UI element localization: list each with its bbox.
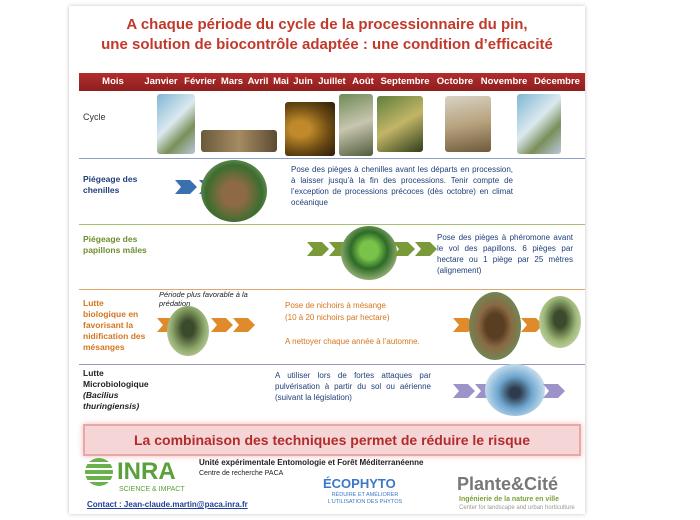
poster-title-line2: une solution de biocontrôle adaptée : une condition d’efficacité [101,36,553,53]
inra-leaf-icon [85,458,113,486]
photo-caterpillar-trap [201,160,267,222]
photo-moth [339,94,373,156]
photo-nest-winter [157,94,195,154]
row-label-piegeage-chenilles: Piégeage des chenilles [83,174,138,195]
arrow-purple-3 [543,384,565,398]
month-decembre: Décembre [534,76,580,87]
arrow-green-3 [393,242,415,256]
contact-link[interactable]: Contact : Jean-claude.martin@paca.inra.fr [87,500,248,509]
month-juillet: Juillet [318,76,346,87]
plantecite-tagline2: Center for landscape and urban horticulture [459,505,575,511]
plantecite-tagline1: Ingénierie de la nature en ville [459,496,559,503]
photo-procession-caterpillars [201,130,277,152]
inra-tagline: SCIENCE & IMPACT [119,486,185,493]
month-aout: Août [352,76,374,87]
row-label-lutte-micro-line2: Microbiologique [83,379,149,389]
row-label-lutte-micro [83,368,155,412]
plantecite-logo: Plante&Cité [457,474,559,494]
note-periode-favorable: Période plus favorable à la prédation [159,290,248,308]
arrow-orange-2 [211,318,233,332]
row-label-lutte-micro-line1: Lutte [83,368,104,378]
month-fevrier: Février [184,76,216,87]
month-novembre: Novembre [480,76,528,87]
row-label-cycle: Cycle [83,112,106,122]
unit-name: Unité expérimentale Entomologie et Forêt Méditerranéenne [199,458,424,467]
photo-eggs-on-needles [377,96,423,152]
separator-papillons [79,289,585,290]
row-label-lutte-micro-line3: (Bacilius thuringiensis) [83,390,140,411]
row-label-lutte-biologique: Lutte biologique en favorisant la nidification des mésanges [83,298,146,352]
poster-title-line1: A chaque période du cycle de la processionnaire du pin, [126,16,528,33]
month-juin: Juin [293,76,313,87]
month-mai: Mai [273,76,289,87]
text-piegeage-chenilles: Pose des pièges à chenilles avant les départs en procession, à laisser jusqu’à la fin des processions. Tenir compte de l’exception de processions précoces (dès octobre) en climat océanique [291,165,513,207]
arrow-green-4 [415,242,437,256]
photo-nichoir [469,292,521,360]
text-piegeage-papillons: Pose des pièges à phéromone avant le vol des papillons. 6 pièges par hectare ou 1 piège par 25 mètres (alignement) [437,233,573,275]
centre-name: Centre de recherche PACA [199,470,284,477]
photo-mesange-bird-2 [539,296,581,348]
arrow-blue-1 [175,180,197,194]
poster [69,6,585,514]
text-lutte-micro: A utiliser lors de fortes attaques par pulvérisation à partir du sol ou aérienne (suivant la législation) [275,371,431,402]
month-septembre: Septembre [380,76,430,87]
text-nettoyer-nichoirs: A nettoyer chaque année à l’automne. [285,337,420,346]
separator-chenilles [79,224,585,225]
month-octobre: Octobre [436,76,474,87]
months-label: Mois [102,76,124,87]
month-mars: Mars [220,76,244,87]
photo-pheromone-trap [341,226,397,280]
inra-logo: INRA [117,458,176,485]
photo-mesange-bird [167,306,209,356]
photo-young-larvae [445,96,491,152]
photo-chrysalis [285,102,335,156]
month-janvier: Janvier [144,76,178,87]
ecophyto-logo: ÉCOPHYTO [323,476,396,491]
photo-helicopter-spraying [485,364,545,416]
text-pose-nichoirs: Pose de nichoirs à mésange [285,301,386,310]
row-label-piegeage-papillons: Piégeage des papillons mâles [83,234,147,255]
months-header-bar [79,73,585,91]
photo-nest-december [517,94,561,154]
text-nichoirs-hectare: (10 à 20 nichoirs par hectare) [285,313,390,322]
arrow-green-1 [307,242,329,256]
ecophyto-tagline: RÉDUIRE ET AMÉLIORER L’UTILISATION DES PHYTOS [327,492,403,505]
arrow-orange-3 [233,318,255,332]
month-avril: Avril [247,76,269,87]
separator-cycle [79,158,585,159]
conclusion-banner: La combinaison des techniques permet de réduire le risque [83,424,581,456]
arrow-purple-1 [453,384,475,398]
